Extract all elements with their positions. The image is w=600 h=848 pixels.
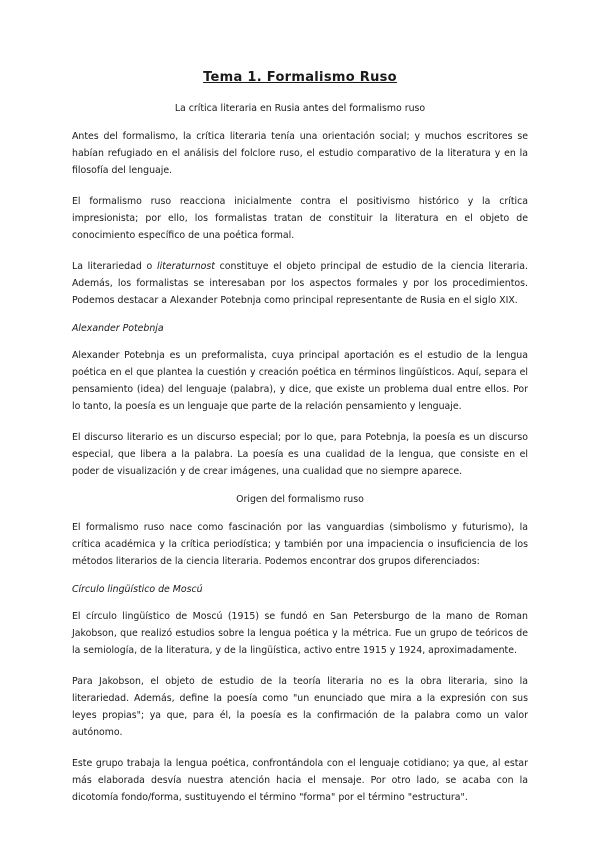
section-heading-origen: Origen del formalismo ruso [236, 494, 364, 505]
paragraph-3 [72, 258, 528, 309]
subheading-circulo-moscu: Círculo lingüístico de Moscú [72, 584, 203, 595]
paragraph-3-start: La literariedad o [72, 261, 157, 272]
paragraph-2: El formalismo ruso reacciona inicialmente contra el positivismo histórico y la crítica impresionista; por ello, los formalistas tratan de constituir la literatura en el objeto de conocimiento específico de una poética formal. [72, 196, 528, 241]
paragraph-5: El discurso literario es un discurso especial; por lo que, para Potebnja, la poesía es un discurso especial, que libera a la palabra. La poesía es una cualidad de la lengua, que consiste en el poder de visualización y de crear imágenes, una cualidad que no siempre aparece. [72, 432, 528, 477]
paragraph-7: El círculo lingüístico de Moscú (1915) se fundó en San Petersburgo de la mano de Roman Jakobson, que realizó estudios sobre la lengua poética y la métrica. Fue un grupo de teóricos de la semiología, de la literatura, y de la lingüística, activo entre 1915 y 1924, aproximadamente. [72, 611, 528, 656]
section-heading-critica: La crítica literaria en Rusia antes del formalismo ruso [174, 103, 426, 114]
paragraph-8: Para Jakobson, el objeto de estudio de la teoría literaria no es la obra literaria, sino la literariedad. Además, define la poesía como "un enunciado que mira a la expresión con sus leyes propias"; ya que, para él, la poesía es la confirmación de la palabra como un valor autónomo. [72, 676, 528, 738]
paragraph-1: Antes del formalismo, la crítica literaria tenía una orientación social; y muchos escritores se habían refugiado en el análisis del folclore ruso, el estudio comparativo de la literatura y en la filosofía del lenguaje. [72, 131, 528, 176]
subheading-potebnja: Alexander Potebnja [72, 323, 164, 334]
paragraph-6: El formalismo ruso nace como fascinación por las vanguardias (simbolismo y futurismo), la crítica académica y la crítica periodística; y también por una impaciencia o insuficiencia de los métodos literarios de la ciencia literaria. Podemos encontrar dos grupos diferenciados: [72, 522, 528, 567]
document-title: Tema 1. Formalismo Ruso [203, 70, 397, 85]
paragraph-9: Este grupo trabaja la lengua poética, confrontándola con el lenguaje cotidiano; ya que, al estar más elaborada desvía nuestra atención hacia el mensaje. Por otro lado, se acaba con la dicotomía fondo/forma, sustituyendo el término "forma" por el término "estructura". [72, 758, 528, 803]
document-page [72, 70, 528, 820]
literaturnost-term: literaturnost [156, 261, 215, 272]
paragraph-4: Alexander Potebnja es un preformalista, cuya principal aportación es el estudio de la lengua poética en el que plantea la cuestión y creación poética en términos lingüísticos. Aquí, separa el pensamiento (idea) del lenguaje (palabra), y dice, que existe un problema dual entre ellos. Por lo tanto, la poesía es un lenguaje que parte de la relación pensamiento y lenguaje. [72, 350, 528, 412]
paragraph-3-end: constituye el objeto principal de estudio de la ciencia literaria. Además, los formalistas se interesaban por los aspectos formales y por los procedimientos. Podemos destacar a Alexander Potebnja como principal representante de Rusia en el siglo XIX. [72, 261, 528, 306]
